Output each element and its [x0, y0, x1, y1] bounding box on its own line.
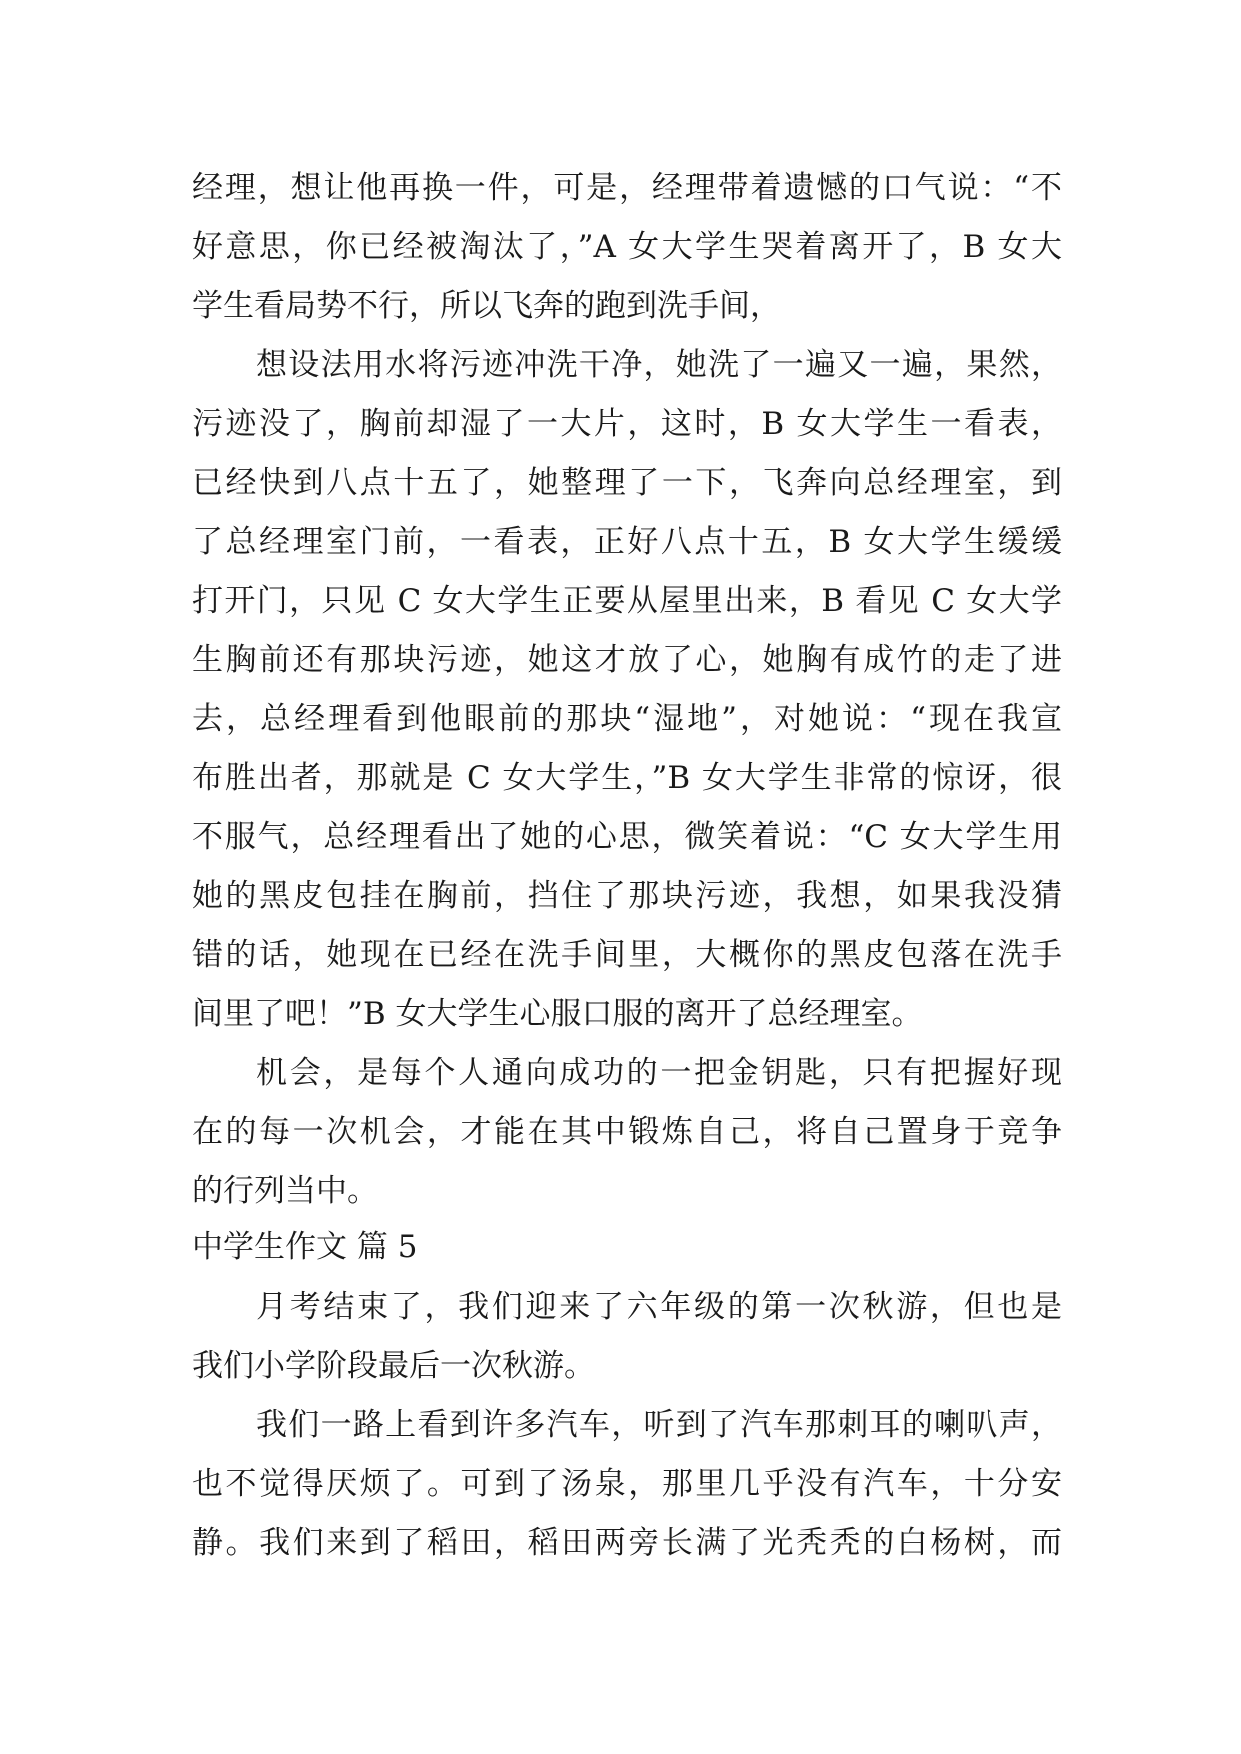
text-line: 间里了吧！”B 女大学生心服口服的离开了总经理室。 — [192, 996, 923, 1032]
text-line: 好意思，你已经被淘汰了，”A 女大学生哭着离开了，B 女大 — [192, 229, 1062, 265]
text-line: 的行列当中。 — [192, 1173, 378, 1209]
text-line: 学生看局势不行，所以飞奔的跑到洗手间， — [192, 288, 781, 324]
text-line: 静。我们来到了稻田，稻田两旁长满了光秃秃的白杨树，而 — [192, 1525, 1062, 1561]
text-line: 她的黑皮包挂在胸前，挡住了那块污迹，我想，如果我没猜 — [192, 878, 1062, 914]
text-line: 去，总经理看到他眼前的那块“湿地”，对她说：“现在我宣 — [192, 701, 1062, 737]
text-line: 也不觉得厌烦了。可到了汤泉，那里几乎没有汽车，十分安 — [192, 1466, 1062, 1502]
text-line: 已经快到八点十五了，她整理了一下，飞奔向总经理室，到 — [192, 465, 1062, 501]
paragraph-first-line: 我们一路上看到许多汽车，听到了汽车那刺耳的喇叭声， — [256, 1407, 1062, 1443]
text-line: 污迹没了，胸前却湿了一大片，这时，B 女大学生一看表， — [192, 406, 1062, 442]
text-line: 我们小学阶段最后一次秋游。 — [192, 1348, 595, 1384]
paragraph-first-line: 想设法用水将污迹冲洗干净，她洗了一遍又一遍，果然， — [256, 347, 1062, 383]
text-line: 在的每一次机会，才能在其中锻炼自己，将自己置身于竞争 — [192, 1114, 1062, 1150]
section-heading: 中学生作文 篇 5 — [192, 1229, 418, 1265]
text-line: 布胜出者，那就是 C 女大学生，”B 女大学生非常的惊讶，很 — [192, 760, 1062, 796]
text-line: 经理，想让他再换一件，可是，经理带着遗憾的口气说：“不 — [192, 170, 1062, 206]
text-line: 不服气，总经理看出了她的心思，微笑着说：“C 女大学生用 — [192, 819, 1062, 855]
paragraph-first-line: 机会，是每个人通向成功的一把金钥匙，只有把握好现 — [256, 1055, 1062, 1091]
text-line: 打开门，只见 C 女大学生正要从屋里出来，B 看见 C 女大学 — [192, 583, 1062, 619]
paragraph-first-line: 月考结束了，我们迎来了六年级的第一次秋游，但也是 — [256, 1289, 1062, 1325]
text-line: 错的话，她现在已经在洗手间里，大概你的黑皮包落在洗手 — [192, 937, 1062, 973]
text-line: 了总经理室门前，一看表，正好八点十五，B 女大学生缓缓 — [192, 524, 1062, 560]
text-line: 生胸前还有那块污迹，她这才放了心，她胸有成竹的走了进 — [192, 642, 1062, 678]
